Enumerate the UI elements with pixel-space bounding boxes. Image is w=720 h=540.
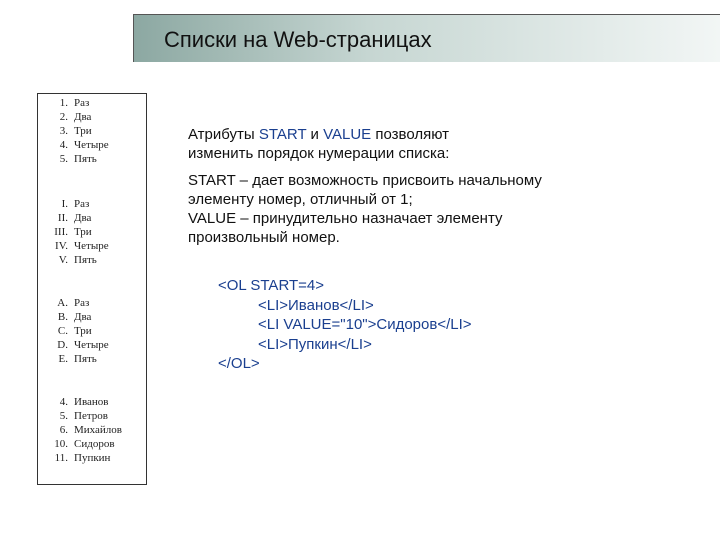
slide-title: Списки на Web-страницах [164,27,432,52]
list-item-text: Пять [74,153,97,165]
list-marker: B. [57,311,68,323]
text-span: START – дает возможность присвоить начальному [188,172,542,189]
list-marker: 10. [54,438,68,450]
code-line: <LI>Пупкин</LI> [258,335,372,353]
list-item-text: Раз [74,97,90,109]
list-item-text: Пупкин [74,452,111,464]
list-item-text: Два [74,212,92,224]
description-text [188,125,668,247]
list-item-text: Четыре [74,139,109,151]
list-item-text: Три [74,226,92,238]
text-span: Атрибуты [188,126,259,143]
list-item [38,211,146,225]
list-group-arabic [38,96,146,166]
list-marker: I. [61,198,68,210]
code-line: </OL> [218,355,260,372]
list-marker: V. [58,254,68,266]
list-group-roman [38,197,146,267]
list-marker: 2. [59,111,68,123]
list-item [38,324,146,338]
list-item [38,352,146,366]
list-item [38,96,146,110]
list-item-text: Раз [74,198,90,210]
keyword-value: VALUE [323,126,372,143]
list-item [38,296,146,310]
list-item-text: Петров [74,410,108,422]
list-item [38,338,146,352]
list-item-text: Четыре [74,339,109,351]
list-item-text: Иванов [74,396,109,408]
attributes-paragraph [188,125,668,163]
list-item-text: Раз [74,297,90,309]
list-item [38,409,146,423]
list-item [38,253,146,267]
text-span: и [306,126,324,143]
list-marker: 5. [59,410,68,422]
list-item [38,110,146,124]
list-marker: 6. [59,424,68,436]
list-marker: E. [58,353,68,365]
list-marker: 4. [59,139,68,151]
list-marker: IV. [55,240,68,252]
list-item-text: Три [74,125,92,137]
list-item [38,239,146,253]
list-item [38,423,146,437]
list-group-start4 [38,395,146,465]
list-item [38,395,146,409]
list-marker: A. [57,297,68,309]
list-item [38,197,146,211]
code-line: <LI VALUE="10">Сидоров</LI> [258,316,472,333]
code-line: <OL START=4> [218,277,325,294]
list-marker: D. [57,339,68,351]
list-item-text: Два [74,311,92,323]
list-item-text: Два [74,111,92,123]
list-item-text: Три [74,325,92,337]
list-group-alpha [38,296,146,366]
definitions-paragraph [188,171,668,247]
list-item [38,138,146,152]
list-example-image [37,93,147,485]
list-marker: 1. [59,97,68,109]
title-bar [133,14,720,62]
list-item-text: Пять [74,353,97,365]
list-item [38,152,146,166]
list-marker: III. [54,226,68,238]
list-item-text: Пять [74,254,97,266]
list-item-text: Сидоров [74,438,115,450]
list-marker: C. [57,325,68,337]
keyword-start: START [258,126,307,143]
list-item-text: Четыре [74,240,109,252]
code-example [218,276,472,374]
text-span: изменить порядок нумерации списка: [188,145,450,162]
list-item [38,437,146,451]
text-span: VALUE – принудительно назначает элементу [188,210,503,227]
code-line: <LI>Иванов</LI> [258,296,374,314]
list-marker: 4. [59,396,68,408]
list-item [38,124,146,138]
list-item [38,310,146,324]
list-item-text: Михайлов [74,424,122,436]
list-marker: 11. [54,452,68,464]
list-item [38,225,146,239]
list-item [38,451,146,465]
text-span: элементу номер, отличный от 1; [188,191,413,208]
text-span: произвольный номер. [188,229,340,246]
list-marker: II. [57,212,68,224]
text-span: позволяют [371,126,449,143]
list-marker: 3. [59,125,68,137]
list-marker: 5. [59,153,68,165]
